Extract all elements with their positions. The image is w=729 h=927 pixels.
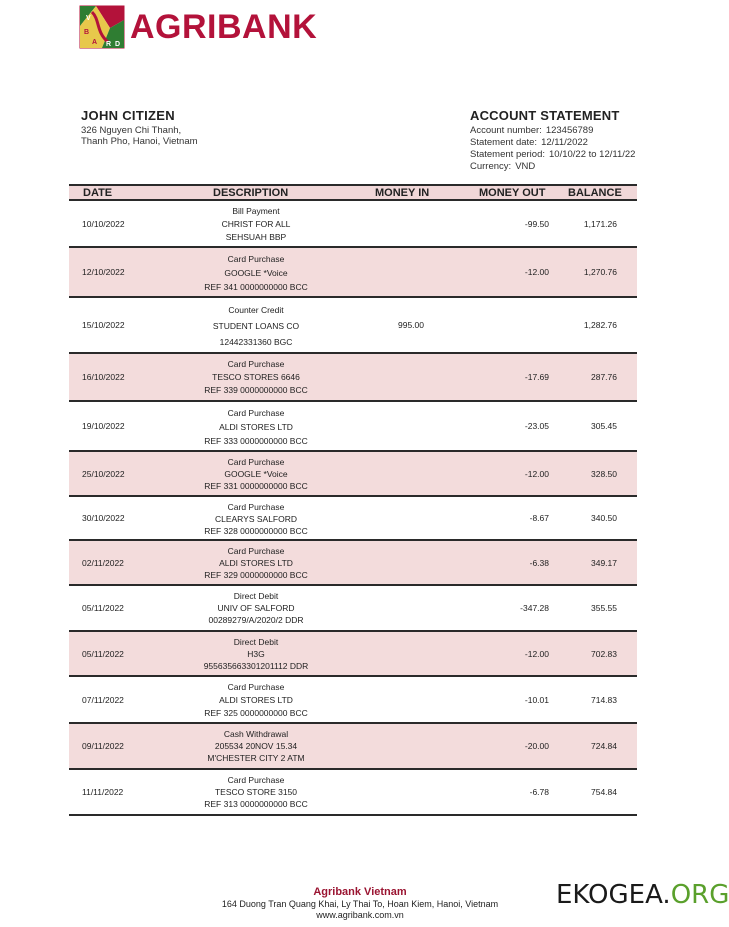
bank-logo: [80, 6, 340, 48]
row-money-out: -6.78: [529, 787, 549, 797]
emblem-letter-r: R: [106, 41, 112, 48]
row-date: 11/11/2022: [82, 787, 124, 797]
row-description-line: ALDI STORES LTD: [219, 558, 293, 568]
row-description-line: H3G: [247, 649, 265, 659]
statement-date-row: [470, 137, 670, 149]
table-row: [69, 770, 637, 816]
row-money-out: -347.28: [520, 603, 549, 613]
header-money-in: MONEY IN: [375, 187, 430, 199]
row-description: [196, 252, 316, 294]
row-description-line: Card Purchase: [227, 502, 285, 512]
row-date: 09/11/2022: [82, 741, 124, 751]
row-date: 25/10/2022: [82, 469, 125, 479]
row-description-line: CHRIST FOR ALL: [221, 219, 291, 229]
row-description-line: 00289279/A/2020/2 DDR: [208, 615, 304, 625]
row-description-line: SEHSUAH BBP: [225, 232, 287, 242]
row-description-line: Card Purchase: [227, 457, 285, 467]
row-money-out: -12.00: [524, 267, 549, 277]
row-description-line: GOOGLE *Voice: [224, 469, 288, 479]
row-description-line: 12442331360 BGC: [219, 337, 293, 347]
account-number-value: 123456789: [545, 125, 594, 136]
row-description-line: REF 328 0000000000 BCC: [204, 526, 308, 536]
customer-address-line2: Thanh Pho, Hanoi, Vietnam: [81, 136, 198, 147]
row-description: [196, 590, 316, 626]
table-row: [69, 586, 637, 632]
table-row: [69, 354, 637, 402]
table-body: [69, 201, 637, 816]
emblem-letter-a: A: [92, 39, 98, 46]
customer-address-line1: 326 Nguyen Chi Thanh,: [81, 125, 182, 136]
statement-date-value: 12/11/2022: [541, 137, 588, 148]
row-description-line: Direct Debit: [233, 591, 279, 601]
row-description-line: Card Purchase: [227, 254, 285, 264]
row-description: [196, 545, 316, 581]
row-balance: 355.55: [591, 603, 617, 613]
row-balance: 328.50: [591, 469, 617, 479]
row-description-line: Bill Payment: [232, 206, 280, 216]
table-row: [69, 541, 637, 586]
table-row: [69, 497, 637, 541]
statement-date-label: Statement date:: [470, 137, 538, 148]
row-balance: 1,270.76: [583, 267, 617, 277]
brand-name: AGRIBANK: [130, 8, 318, 46]
watermark-part1: EKOGEA.: [556, 880, 671, 910]
row-description-line: TESCO STORE 3150: [214, 787, 298, 797]
row-description-line: REF 325 0000000000 BCC: [204, 708, 308, 718]
row-balance: 754.84: [591, 787, 617, 797]
row-description: [196, 358, 316, 397]
footer: [200, 886, 520, 921]
row-money-in: 995.00: [398, 320, 424, 330]
row-money-out: -20.00: [524, 741, 549, 751]
account-number-label: Account number:: [470, 125, 542, 136]
row-money-out: -17.69: [524, 372, 549, 382]
statement-period-row: [470, 149, 670, 161]
header-description: DESCRIPTION: [213, 187, 289, 199]
row-description-line: REF 341 0000000000 BCC: [204, 282, 308, 292]
row-description-line: CLEARYS SALFORD: [214, 514, 298, 524]
row-description-line: Card Purchase: [227, 359, 285, 369]
row-description-line: REF 339 0000000000 BCC: [204, 385, 308, 395]
watermark-part2: ORG: [670, 880, 729, 910]
row-description-line: Card Purchase: [227, 546, 285, 556]
row-description-line: Direct Debit: [233, 637, 279, 647]
row-description-line: ALDI STORES LTD: [219, 695, 293, 705]
table-row: [69, 452, 637, 497]
row-date: 30/10/2022: [82, 513, 125, 523]
row-description: [196, 774, 316, 810]
table-row: [69, 248, 637, 298]
table-row: [69, 677, 637, 724]
row-description-line: STUDENT LOANS CO: [212, 321, 300, 331]
row-balance: 714.83: [591, 695, 617, 705]
header-balance: BALANCE: [568, 187, 622, 199]
row-balance: 287.76: [591, 372, 617, 382]
row-description-line: Card Purchase: [227, 775, 285, 785]
row-balance: 702.83: [591, 649, 617, 659]
currency-label: Currency:: [470, 161, 512, 172]
row-description-line: M'CHESTER CITY 2 ATM: [207, 753, 305, 763]
row-balance: 305.45: [591, 421, 617, 431]
row-description-line: REF 329 0000000000 BCC: [204, 570, 308, 580]
row-date: 16/10/2022: [82, 372, 125, 382]
row-balance: 1,171.26: [583, 219, 617, 229]
statement-title: ACCOUNT STATEMENT: [470, 108, 620, 123]
customer-info: [81, 108, 198, 147]
row-description-line: TESCO STORES 6646: [212, 372, 300, 382]
row-date: 15/10/2022: [82, 320, 125, 330]
footer-website: www.agribank.com.vn: [316, 910, 404, 920]
row-description-line: REF 313 0000000000 BCC: [204, 799, 308, 809]
statement-period-label: Statement period:: [470, 149, 545, 160]
table-row: [69, 632, 637, 677]
row-description: [196, 406, 316, 448]
row-description-line: GOOGLE *Voice: [224, 268, 288, 278]
row-date: 19/10/2022: [82, 421, 125, 431]
row-money-out: -6.38: [529, 558, 549, 568]
currency-row: [470, 161, 670, 173]
row-date: 12/10/2022: [82, 267, 125, 277]
agribank-emblem-icon: [80, 6, 126, 48]
emblem-letter-v: V: [86, 15, 91, 22]
table-row: [69, 402, 637, 452]
row-description-line: REF 333 0000000000 BCC: [204, 436, 308, 446]
row-date: 10/10/2022: [82, 219, 125, 229]
row-money-out: -8.67: [529, 513, 549, 523]
row-description: [196, 456, 316, 492]
row-money-out: -99.50: [524, 219, 549, 229]
row-description-line: Cash Withdrawal: [223, 729, 289, 739]
row-description: [196, 681, 316, 720]
row-balance: 340.50: [591, 513, 617, 523]
row-money-out: -23.05: [524, 421, 549, 431]
row-description: [196, 728, 316, 764]
row-description-line: REF 331 0000000000 BCC: [204, 481, 308, 491]
row-description: [196, 205, 316, 244]
row-balance: 724.84: [591, 741, 617, 751]
row-description: [196, 636, 316, 672]
row-description-line: UNIV OF SALFORD: [217, 603, 295, 613]
watermark: [556, 880, 729, 910]
row-description-line: 955635663301201112 DDR: [203, 661, 309, 671]
row-date: 07/11/2022: [82, 695, 124, 705]
row-date: 05/11/2022: [82, 649, 124, 659]
row-description: [196, 302, 316, 350]
row-description-line: 205534 20NOV 15.34: [214, 741, 298, 751]
row-description-line: Card Purchase: [227, 408, 285, 418]
row-description-line: ALDI STORES LTD: [219, 422, 293, 432]
row-balance: 1,282.76: [583, 320, 617, 330]
table-header: [69, 184, 637, 201]
row-money-out: -12.00: [524, 649, 549, 659]
footer-address: 164 Duong Tran Quang Khai, Ly Thai To, Hoan Kiem, Hanoi, Vietnam: [221, 899, 499, 909]
row-description: [196, 501, 316, 537]
row-date: 05/11/2022: [82, 603, 124, 613]
header-money-out: MONEY OUT: [479, 187, 546, 199]
row-date: 02/11/2022: [82, 558, 124, 568]
customer-name: JOHN CITIZEN: [81, 108, 175, 123]
transactions-table: [69, 184, 637, 816]
table-row: [69, 201, 637, 248]
emblem-letter-b: B: [84, 29, 90, 36]
row-description-line: Card Purchase: [227, 682, 285, 692]
row-description-line: Counter Credit: [228, 305, 284, 315]
header-date: DATE: [83, 187, 113, 199]
row-money-out: -10.01: [524, 695, 549, 705]
table-row: [69, 298, 637, 354]
currency-value: VND: [515, 161, 536, 172]
row-balance: 349.17: [591, 558, 617, 568]
emblem-letter-d: D: [115, 41, 121, 48]
footer-bank-name: Agribank Vietnam: [313, 886, 407, 898]
row-money-out: -12.00: [524, 469, 549, 479]
account-number-row: [470, 125, 670, 137]
statement-period-value: 10/10/22 to 12/11/22: [549, 149, 636, 160]
table-row: [69, 724, 637, 770]
statement-info: [470, 108, 670, 173]
